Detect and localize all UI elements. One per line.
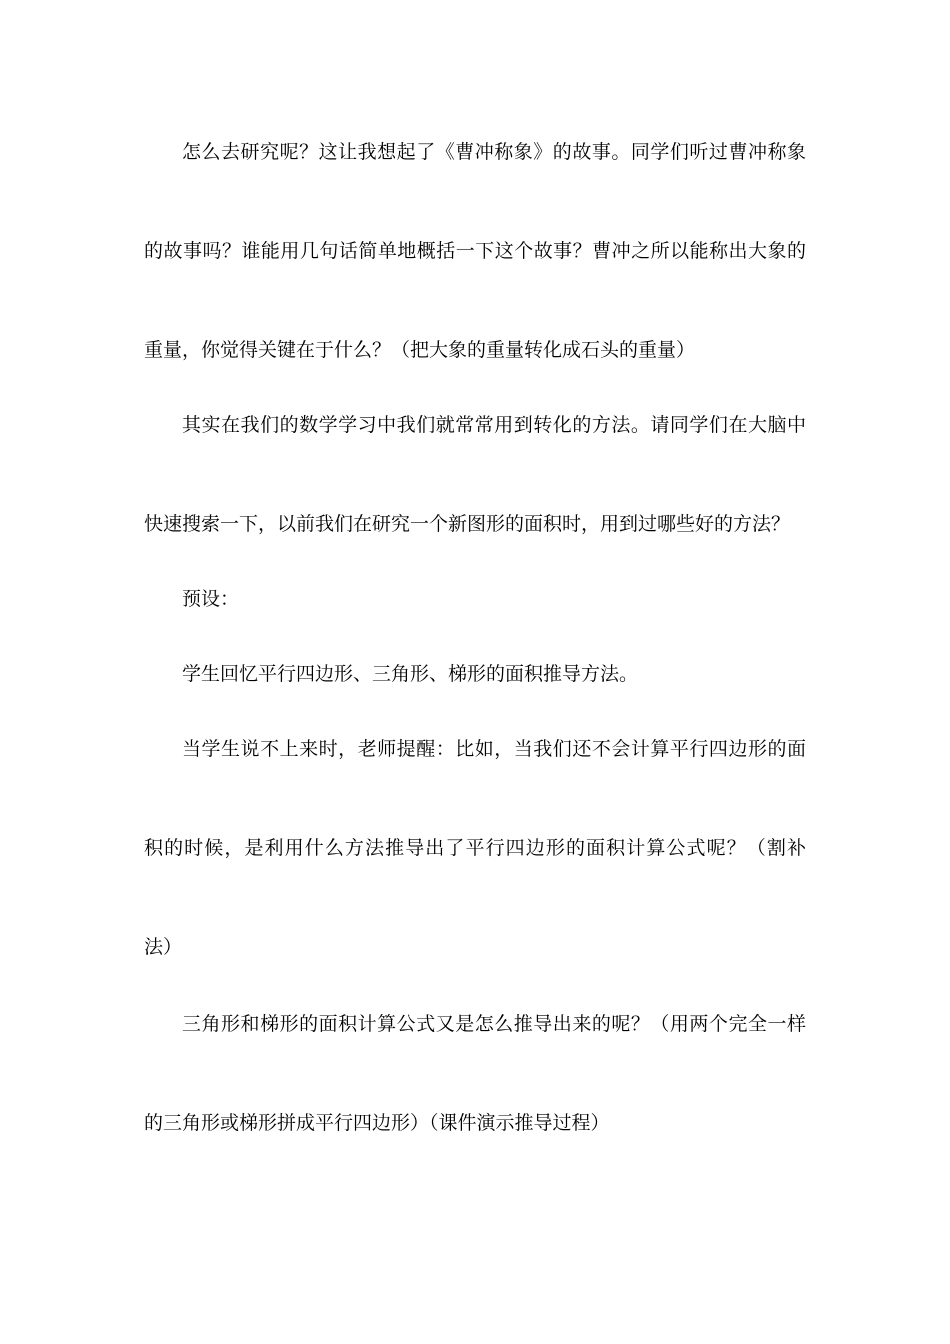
paragraph-6-line-1: 三角形和梯形的面积计算公式又是怎么推导出来的呢？（用两个完全一样	[182, 1013, 806, 1035]
paragraph-5-line-3: 法）	[144, 936, 183, 958]
paragraph-2-line-2: 快速搜索一下，以前我们在研究一个新图形的面积时，用到过哪些好的方法？	[144, 513, 791, 535]
paragraph-5-line-1: 当学生说不上来时，老师提醒：比如，当我们还不会计算平行四边形的面	[182, 738, 806, 760]
paragraph-3-line-1: 预设：	[182, 588, 240, 610]
paragraph-5-line-2: 积的时候，是利用什么方法推导出了平行四边形的面积计算公式呢？（割补	[144, 837, 806, 859]
paragraph-1-line-1: 怎么去研究呢？这让我想起了《曹冲称象》的故事。同学们听过曹冲称象	[182, 141, 806, 163]
paragraph-4-line-1: 学生回忆平行四边形、三角形、梯形的面积推导方法。	[182, 663, 639, 685]
paragraph-6-line-2: 的三角形或梯形拼成平行四边形）（课件演示推导过程）	[144, 1112, 610, 1134]
paragraph-1-line-3: 重量，你觉得关键在于什么？（把大象的重量转化成石头的重量）	[144, 339, 696, 361]
paragraph-2-line-1: 其实在我们的数学学习中我们就常常用到转化的方法。请同学们在大脑中	[182, 414, 806, 436]
paragraph-1-line-2: 的故事吗？谁能用几句话简单地概括一下这个故事？曹冲之所以能称出大象的	[144, 240, 806, 262]
